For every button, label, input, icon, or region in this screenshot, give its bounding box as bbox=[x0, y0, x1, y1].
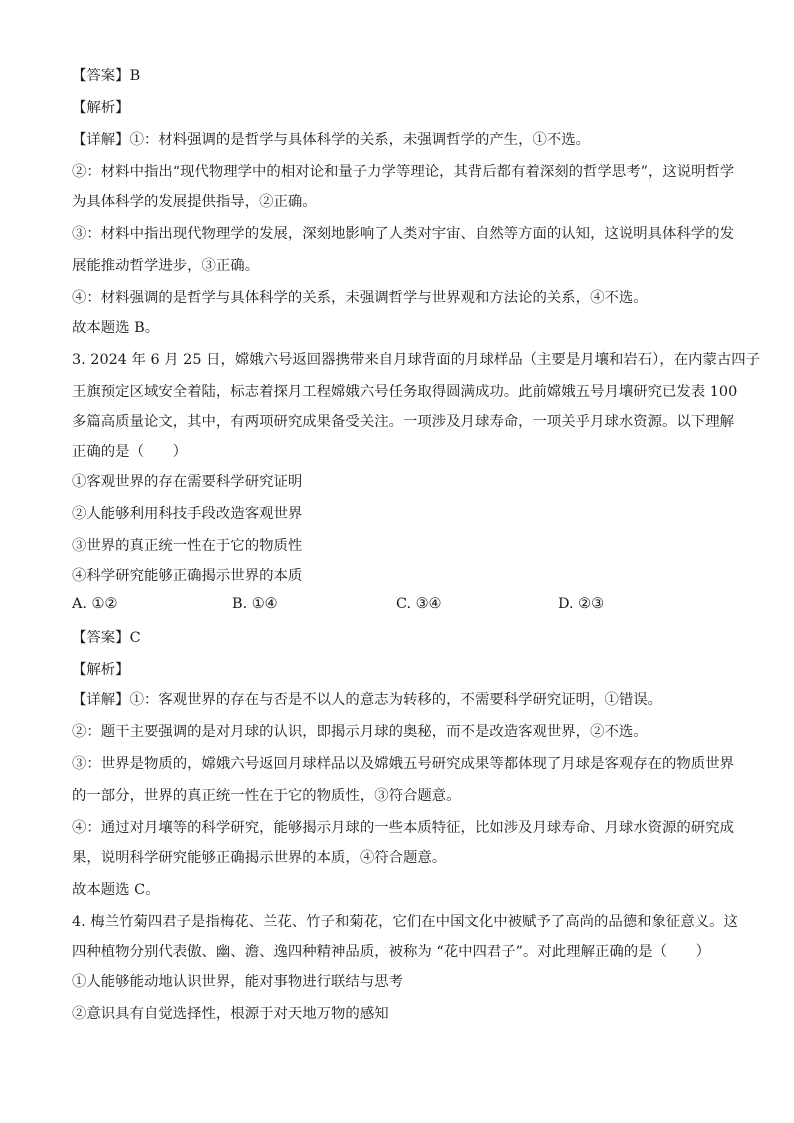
analysis-label: 【解析】 bbox=[72, 662, 130, 678]
question-stem-line: 3. 2024 年 6 月 25 日，嫦娥六号返回器携带来自月球背面的月球样品（主要是月壤和岩石），在内蒙古四子 bbox=[72, 352, 761, 368]
option-c: C. ③④ bbox=[396, 596, 442, 612]
question-stem-line: 四种植物分别代表傲、幽、澹、逸四种精神品质，被称为 “花中四君子”。对此理解正确的是（ ） bbox=[72, 944, 711, 960]
explanation-line: ④：通过对月壤等的科学研究，能够揭示月球的一些本质特征，比如涉及月球寿命、月球水资源的研究成 bbox=[72, 820, 734, 836]
statement-item: ②人能够利用科技手段改造客观世界 bbox=[72, 506, 303, 522]
option-d: D. ②③ bbox=[558, 596, 604, 612]
explanation-line: 的一部分，世界的真正统一性在于它的物质性，③符合题意。 bbox=[72, 788, 461, 804]
explanation-line: 【详解】①：材料强调的是哲学与具体科学的关系，未强调哲学的产生，①不选。 bbox=[72, 132, 591, 148]
explanation-line: 【详解】①：客观世界的存在与否是不以人的意志为转移的，不需要科学研究证明，①错误。 bbox=[72, 692, 663, 708]
answer-label: 【答案】B bbox=[72, 68, 141, 84]
conclusion-line: 故本题选 B。 bbox=[72, 320, 160, 336]
question-stem-line: 多篇高质量论文，其中，有两项研究成果备受关注。一项涉及月球寿命，一项关乎月球水资源。以下理解 bbox=[72, 414, 734, 430]
option-a: A. ①② bbox=[72, 596, 118, 612]
conclusion-line: 故本题选 C。 bbox=[72, 882, 160, 898]
statement-item: ②意识具有自觉选择性，根源于对天地万物的感知 bbox=[72, 1006, 389, 1022]
option-b: B. ①④ bbox=[232, 596, 278, 612]
explanation-line: ③：世界是物质的，嫦娥六号返回月球样品以及嫦娥五号研究成果等都体现了月球是客观存在的物质世界 bbox=[72, 756, 734, 772]
statement-item: ①人能够能动地认识世界，能对事物进行联结与思考 bbox=[72, 974, 403, 990]
explanation-line: 为具体科学的发展提供指导，②正确。 bbox=[72, 194, 317, 210]
question-stem-line: 4. 梅兰竹菊四君子是指梅花、兰花、竹子和菊花，它们在中国文化中被赋予了高尚的品德和象征意义。这 bbox=[72, 914, 738, 930]
question-stem-line: 正确的是（ ） bbox=[72, 444, 188, 460]
explanation-line: ③：材料中指出现代物理学的发展，深刻地影响了人类对宇宙、自然等方面的认知，这说明具体科学的发 bbox=[72, 226, 734, 242]
question-stem-line: 王旗预定区域安全着陆，标志着探月工程嫦娥六号任务取得圆满成功。此前嫦娥五号月壤研究已发表 100 bbox=[72, 384, 738, 400]
explanation-line: ②：题干主要强调的是对月球的认识，即揭示月球的奥秘，而不是改造客观世界，②不选。 bbox=[72, 724, 648, 740]
statement-item: ④科学研究能够正确揭示世界的本质 bbox=[72, 568, 303, 584]
explanation-line: ④：材料强调的是哲学与具体科学的关系，未强调哲学与世界观和方法论的关系，④不选。 bbox=[72, 290, 648, 306]
statement-item: ①客观世界的存在需要科学研究证明 bbox=[72, 474, 303, 490]
explanation-line: 果，说明科学研究能够正确揭示世界的本质，④符合题意。 bbox=[72, 850, 447, 866]
explanation-line: 展能推动哲学进步，③正确。 bbox=[72, 258, 260, 274]
explanation-line: ②：材料中指出“现代物理学中的相对论和量子力学等理论，其背后都有着深刻的哲学思考”，这说明哲学 bbox=[72, 164, 735, 180]
options-row bbox=[72, 596, 752, 616]
statement-item: ③世界的真正统一性在于它的物质性 bbox=[72, 538, 303, 554]
analysis-label: 【解析】 bbox=[72, 100, 130, 116]
answer-label: 【答案】C bbox=[72, 630, 141, 646]
